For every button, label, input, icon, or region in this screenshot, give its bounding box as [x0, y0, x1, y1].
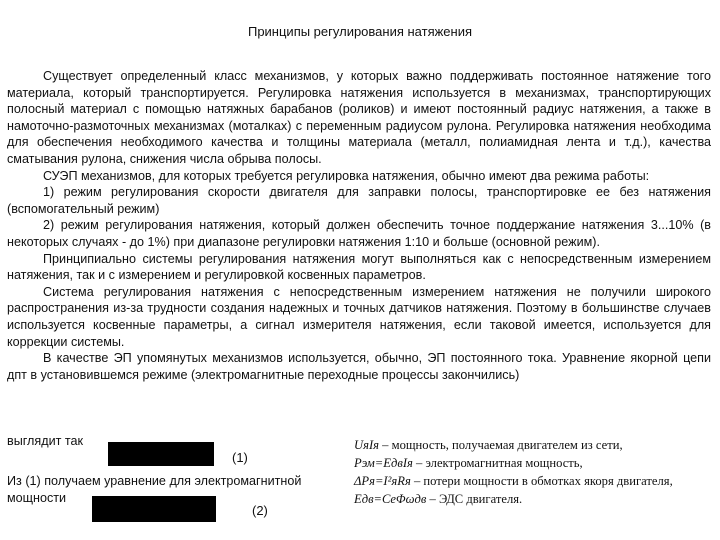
paragraph-7: В качестве ЭП упомянутых механизмов используется, обычно, ЭП постоянного тока. Уравнение якорной цепи дпт в установившемся режиме (электромагнитные переходные процессы закончились) [7, 351, 711, 382]
equation-1-image [108, 442, 214, 466]
definition-2 [354, 454, 716, 472]
definition-3-symbol: ΔPя=I²яRя [354, 474, 411, 488]
body-text [7, 68, 711, 383]
definition-2-text: – электромагнитная мощность, [412, 456, 583, 470]
definition-4-text: – ЭДС двигателя. [426, 492, 523, 506]
definition-4 [354, 490, 716, 508]
definition-3 [354, 472, 716, 490]
tail-line-1: выглядит так [7, 434, 84, 448]
definition-1-text: – мощность, получаемая двигателем из сети, [379, 438, 623, 452]
paragraph-4: 2) режим регулирования натяжения, который должен обеспечить точное поддержание натяжения 3...10% (в некоторых случаях - до 1%) при диапазоне регулировки натяжения 1:10 и больше (основной режим). [7, 218, 711, 249]
definition-3-text: – потери мощности в обмотках якоря двигателя, [410, 474, 673, 488]
paragraph-6: Система регулирования натяжения с непосредственным измерением натяжения не получили широкого распространения из-за трудности создания надежных и точных датчиков натяжения. Поэтому в большинстве случаев используется косвенные параметры, а сигнал измерителя натяжения, если таковой имеется, используется для коррекции системы. [7, 284, 711, 349]
page-title: Принципы регулирования натяжения [247, 24, 473, 39]
equation-1-number: (1) [232, 450, 248, 465]
equation-2-number: (2) [252, 503, 268, 518]
paragraph-1: Существует определенный класс механизмов, у которых важно поддерживать постоянное натяжение того материала, который транспортируется. Регулировка натяжения используется в механизмах, транспортирующих полосный материал с помощью натяжных барабанов (роликов) и имеют постоянный радиус натяжения, а также в намоточно-размоточных механизмах (моталках) с переменным радиусом рулона. Регулировка натяжения необходима для обеспечения необходимого качества и толщины материала (металл, полиамидная лента и т.д.), качества сматывания рулона, снижения числа обрыва полосы. [7, 69, 711, 166]
definition-2-symbol: Pэм=EдвIя [354, 456, 413, 470]
paragraph-5: Принципиально системы регулирования натяжения могут выполняться как с непосредственным измерением натяжения, так и с измерением и регулировкой косвенных параметров. [7, 251, 711, 283]
definition-1-symbol: UяIя [354, 438, 379, 452]
paragraph-3: 1) режим регулирования скорости двигателя для заправки полосы, транспортировке ее без натяжения (вспомогательный режим) [7, 185, 711, 216]
tail-line-3: мощности [7, 491, 67, 505]
definitions-list [354, 436, 716, 508]
definition-1 [354, 436, 716, 454]
paragraph-2: СУЭП механизмов, для которых требуется регулировка натяжения, обычно имеют два режима работы: [43, 168, 650, 183]
equation-2-image [92, 496, 216, 522]
tail-line-2: Из (1) получаем уравнение для электромагнитной [7, 474, 302, 488]
definition-4-symbol: Eдв=CеΦωдв [354, 492, 427, 506]
